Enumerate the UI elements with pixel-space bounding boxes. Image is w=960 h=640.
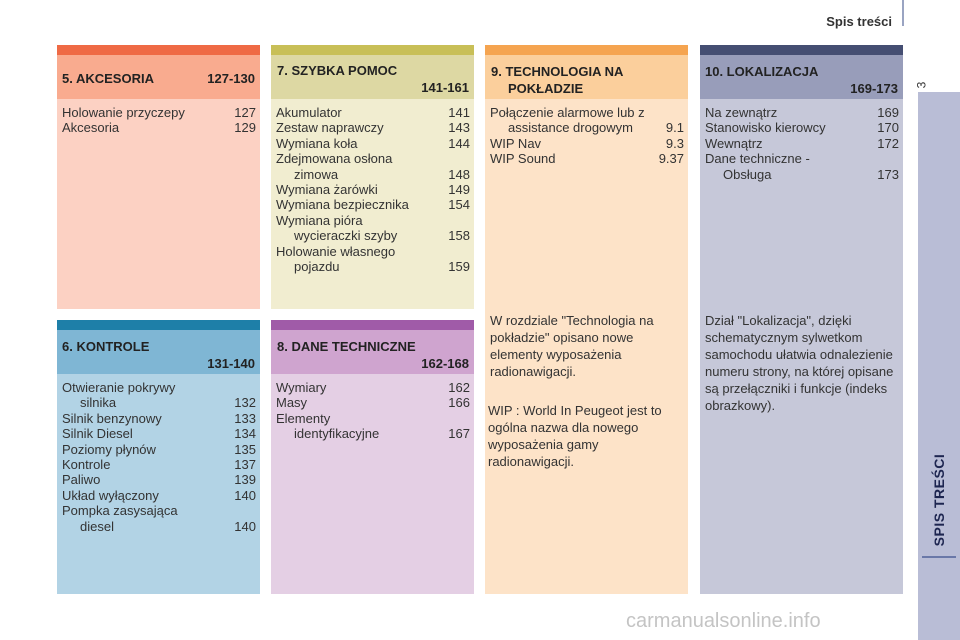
section-color-bar [57, 320, 260, 330]
section-title-line2: POKŁADZIE [508, 81, 584, 96]
section-title: 5. AKCESORIA [62, 71, 154, 86]
toc-entry-page: 9.3 [665, 135, 684, 151]
toc-entry-label: WIP Sound [490, 151, 556, 167]
toc-entry[interactable] [62, 411, 256, 426]
section-header [485, 55, 688, 99]
toc-entry-label: WIP Nav [490, 135, 542, 151]
section-header [271, 330, 474, 374]
toc-list [276, 380, 470, 442]
toc-entry-page: 9.37 [658, 151, 684, 167]
toc-entry-label: Pompka zasysająca [62, 503, 178, 519]
toc-entry-label: Wymiary [276, 380, 327, 395]
watermark: carmanualsonline.info [626, 610, 821, 632]
toc-entry[interactable] [705, 136, 899, 151]
toc-entry-page: 137 [234, 457, 256, 473]
side-tab-label: SPIS TREŚCI [931, 453, 947, 547]
toc-entry-label: Wymiana pióra [276, 212, 363, 228]
toc-entry-label: Holowanie własnego [276, 243, 396, 259]
section-color-bar [271, 320, 474, 330]
toc-entry-label: Silnik Diesel [62, 426, 133, 442]
section-technologia[interactable] [485, 45, 688, 594]
toc-entry-page: 159 [448, 259, 470, 275]
toc-entry-label: Dane techniczne - [705, 151, 810, 167]
toc-entry-page: 173 [877, 166, 899, 182]
toc-entry[interactable] [276, 120, 470, 135]
toc-entry-page: 149 [448, 182, 470, 198]
section-description: W rozdziale "Technologia na pokładzie" opisano nowe elementy wyposażenia radionawigacji. [490, 313, 654, 379]
toc-entry[interactable] [62, 380, 256, 395]
section-title: 7. SZYBKA POMOC [277, 63, 398, 78]
toc-entry-page: 132 [234, 395, 256, 411]
section-description: Dział "Lokalizacja", dzięki schematycznym sylwetkom samochodu ułatwia odnalezienie numeru strony, na której opisane są przełączniki i funkcje (indeks obrazkowy). [705, 313, 894, 413]
section-body [700, 99, 903, 594]
toc-entry[interactable] [276, 197, 470, 212]
toc-entry[interactable] [62, 442, 256, 457]
toc-entry-label-cont: wycieraczki szyby [294, 228, 398, 244]
section-title: 6. KONTROLE [62, 339, 150, 354]
section-body [271, 374, 474, 594]
toc-entry-label: Wymiana bezpiecznika [276, 197, 409, 213]
toc-entry-page: 169 [877, 105, 899, 120]
toc-entry[interactable] [276, 244, 470, 259]
toc-entry-continued[interactable] [62, 395, 256, 410]
toc-entry[interactable] [276, 105, 470, 120]
section-note: WIP : World In Peugeot jest to ogólna nazwa dla nowego wyposażenia gamy radionawigacji. [488, 403, 662, 469]
toc-entry-label-cont: zimowa [294, 166, 339, 182]
toc-list [276, 105, 470, 274]
toc-entry[interactable] [490, 151, 684, 166]
toc-entry[interactable] [276, 395, 470, 410]
toc-entry-page: 135 [234, 441, 256, 457]
toc-entry-label: Stanowisko kierowcy [705, 120, 826, 136]
toc-entry-label-cont: identyfikacyjne [294, 426, 380, 442]
section-color-bar [485, 45, 688, 55]
section-header [700, 55, 903, 99]
toc-entry-page: 170 [877, 120, 899, 136]
toc-entry-label-cont: diesel [80, 518, 114, 534]
toc-entry-label-cont: assistance drogowym [508, 120, 633, 136]
section-body [271, 99, 474, 309]
section-pages: 162-168 [421, 356, 469, 371]
toc-entry[interactable] [705, 120, 899, 135]
section-pages: 127-130 [207, 71, 255, 86]
toc-entry-page: 172 [877, 135, 899, 151]
toc-entry-continued[interactable] [490, 120, 684, 135]
toc-entry-continued[interactable] [62, 519, 256, 534]
section-kontrole[interactable] [57, 320, 260, 594]
toc-entry[interactable] [276, 380, 470, 395]
section-szybka-pomoc[interactable] [271, 45, 474, 309]
toc-entry-continued[interactable] [276, 259, 470, 274]
side-tab-underline [922, 556, 956, 558]
toc-entry-label: Akcesoria [62, 120, 120, 136]
toc-entry[interactable] [62, 503, 256, 518]
section-akcesoria[interactable] [57, 45, 260, 309]
toc-entry-label: Paliwo [62, 472, 101, 488]
toc-entry-continued[interactable] [276, 426, 470, 441]
toc-entry-page: 158 [448, 228, 470, 244]
side-tab-label-box [918, 440, 960, 560]
toc-entry-page: 140 [234, 487, 256, 503]
section-pages: 141-161 [421, 80, 469, 95]
toc-entry-page: 166 [448, 395, 470, 411]
toc-entry[interactable] [62, 457, 256, 472]
toc-list [490, 105, 684, 167]
toc-entry[interactable] [276, 136, 470, 151]
toc-entry-page: 167 [448, 426, 470, 442]
section-title: 10. LOKALIZACJA [705, 64, 819, 79]
header-divider [902, 0, 904, 26]
toc-entry-page: 129 [234, 120, 256, 136]
toc-entry-page: 127 [234, 105, 256, 120]
toc-entry-page: 140 [234, 518, 256, 534]
toc-entry-page: 141 [448, 105, 470, 120]
toc-entry-label: Poziomy płynów [62, 441, 156, 457]
toc-entry-label: Holowanie przyczepy [62, 105, 185, 120]
toc-entry-page: 139 [234, 472, 256, 488]
section-pages: 169-173 [850, 81, 898, 96]
toc-entry[interactable] [490, 136, 684, 151]
toc-list [62, 105, 256, 136]
section-color-bar [271, 45, 474, 55]
toc-entry-page: 144 [448, 135, 470, 151]
toc-entry[interactable] [62, 488, 256, 503]
toc-entry[interactable] [62, 105, 256, 120]
toc-entry-label: Silnik benzynowy [62, 410, 162, 426]
toc-entry-continued[interactable] [705, 167, 899, 182]
toc-list [705, 105, 899, 182]
toc-entry-label: Wewnątrz [705, 135, 763, 151]
toc-entry[interactable] [276, 182, 470, 197]
toc-entry-page: 162 [448, 380, 470, 395]
page-number: 3 [914, 81, 929, 89]
page-title: Spis treści [826, 14, 892, 29]
section-header [271, 55, 474, 99]
toc-entry[interactable] [490, 105, 684, 120]
toc-entry-page: 133 [234, 410, 256, 426]
section-body [57, 374, 260, 594]
toc-entry[interactable] [276, 411, 470, 426]
section-body [57, 99, 260, 309]
toc-entry[interactable] [62, 120, 256, 135]
toc-entry-label-cont: Obsługa [723, 166, 772, 182]
toc-entry-label: Wymiana żarówki [276, 182, 378, 198]
toc-entry-label-cont: pojazdu [294, 259, 340, 275]
toc-entry[interactable] [705, 151, 899, 166]
toc-entry-label: Elementy [276, 410, 331, 426]
toc-entry-page: 143 [448, 120, 470, 136]
toc-entry-page: 148 [448, 166, 470, 182]
toc-entry-label: Zestaw naprawczy [276, 120, 384, 136]
toc-entry-label: Wymiana koła [276, 135, 358, 151]
toc-entry-label: Połączenie alarmowe lub z [490, 105, 645, 120]
toc-entry[interactable] [276, 213, 470, 228]
toc-entry-label: Masy [276, 395, 308, 411]
toc-entry-label: Na zewnątrz [705, 105, 778, 120]
section-dane-techniczne[interactable] [271, 320, 474, 594]
toc-entry-page: 154 [448, 197, 470, 213]
section-pages: 131-140 [207, 356, 255, 371]
toc-entry-label: Układ wyłączony [62, 487, 159, 503]
section-color-bar [700, 45, 903, 55]
section-header [57, 330, 260, 374]
toc-entry[interactable] [62, 472, 256, 487]
toc-entry-label-cont: silnika [80, 395, 117, 411]
toc-entry-page: 9.1 [665, 120, 684, 136]
toc-entry-label: Kontrole [62, 457, 111, 473]
toc-entry-label: Akumulator [276, 105, 342, 120]
toc-entry-label: Otwieranie pokrywy [62, 380, 176, 395]
section-title-line1: 9. TECHNOLOGIA NA [491, 64, 624, 79]
toc-list [62, 380, 256, 534]
section-header [57, 55, 260, 99]
section-color-bar [57, 45, 260, 55]
section-lokalizacja[interactable] [700, 45, 903, 594]
section-body [485, 99, 688, 594]
toc-entry-label: Zdejmowana osłona [276, 151, 393, 167]
toc-entry[interactable] [62, 426, 256, 441]
toc-entry-continued[interactable] [276, 167, 470, 182]
toc-entry-page: 134 [234, 426, 256, 442]
toc-entry-continued[interactable] [276, 228, 470, 243]
toc-entry[interactable] [276, 151, 470, 166]
section-title: 8. DANE TECHNICZNE [277, 339, 416, 354]
toc-entry[interactable] [705, 105, 899, 120]
